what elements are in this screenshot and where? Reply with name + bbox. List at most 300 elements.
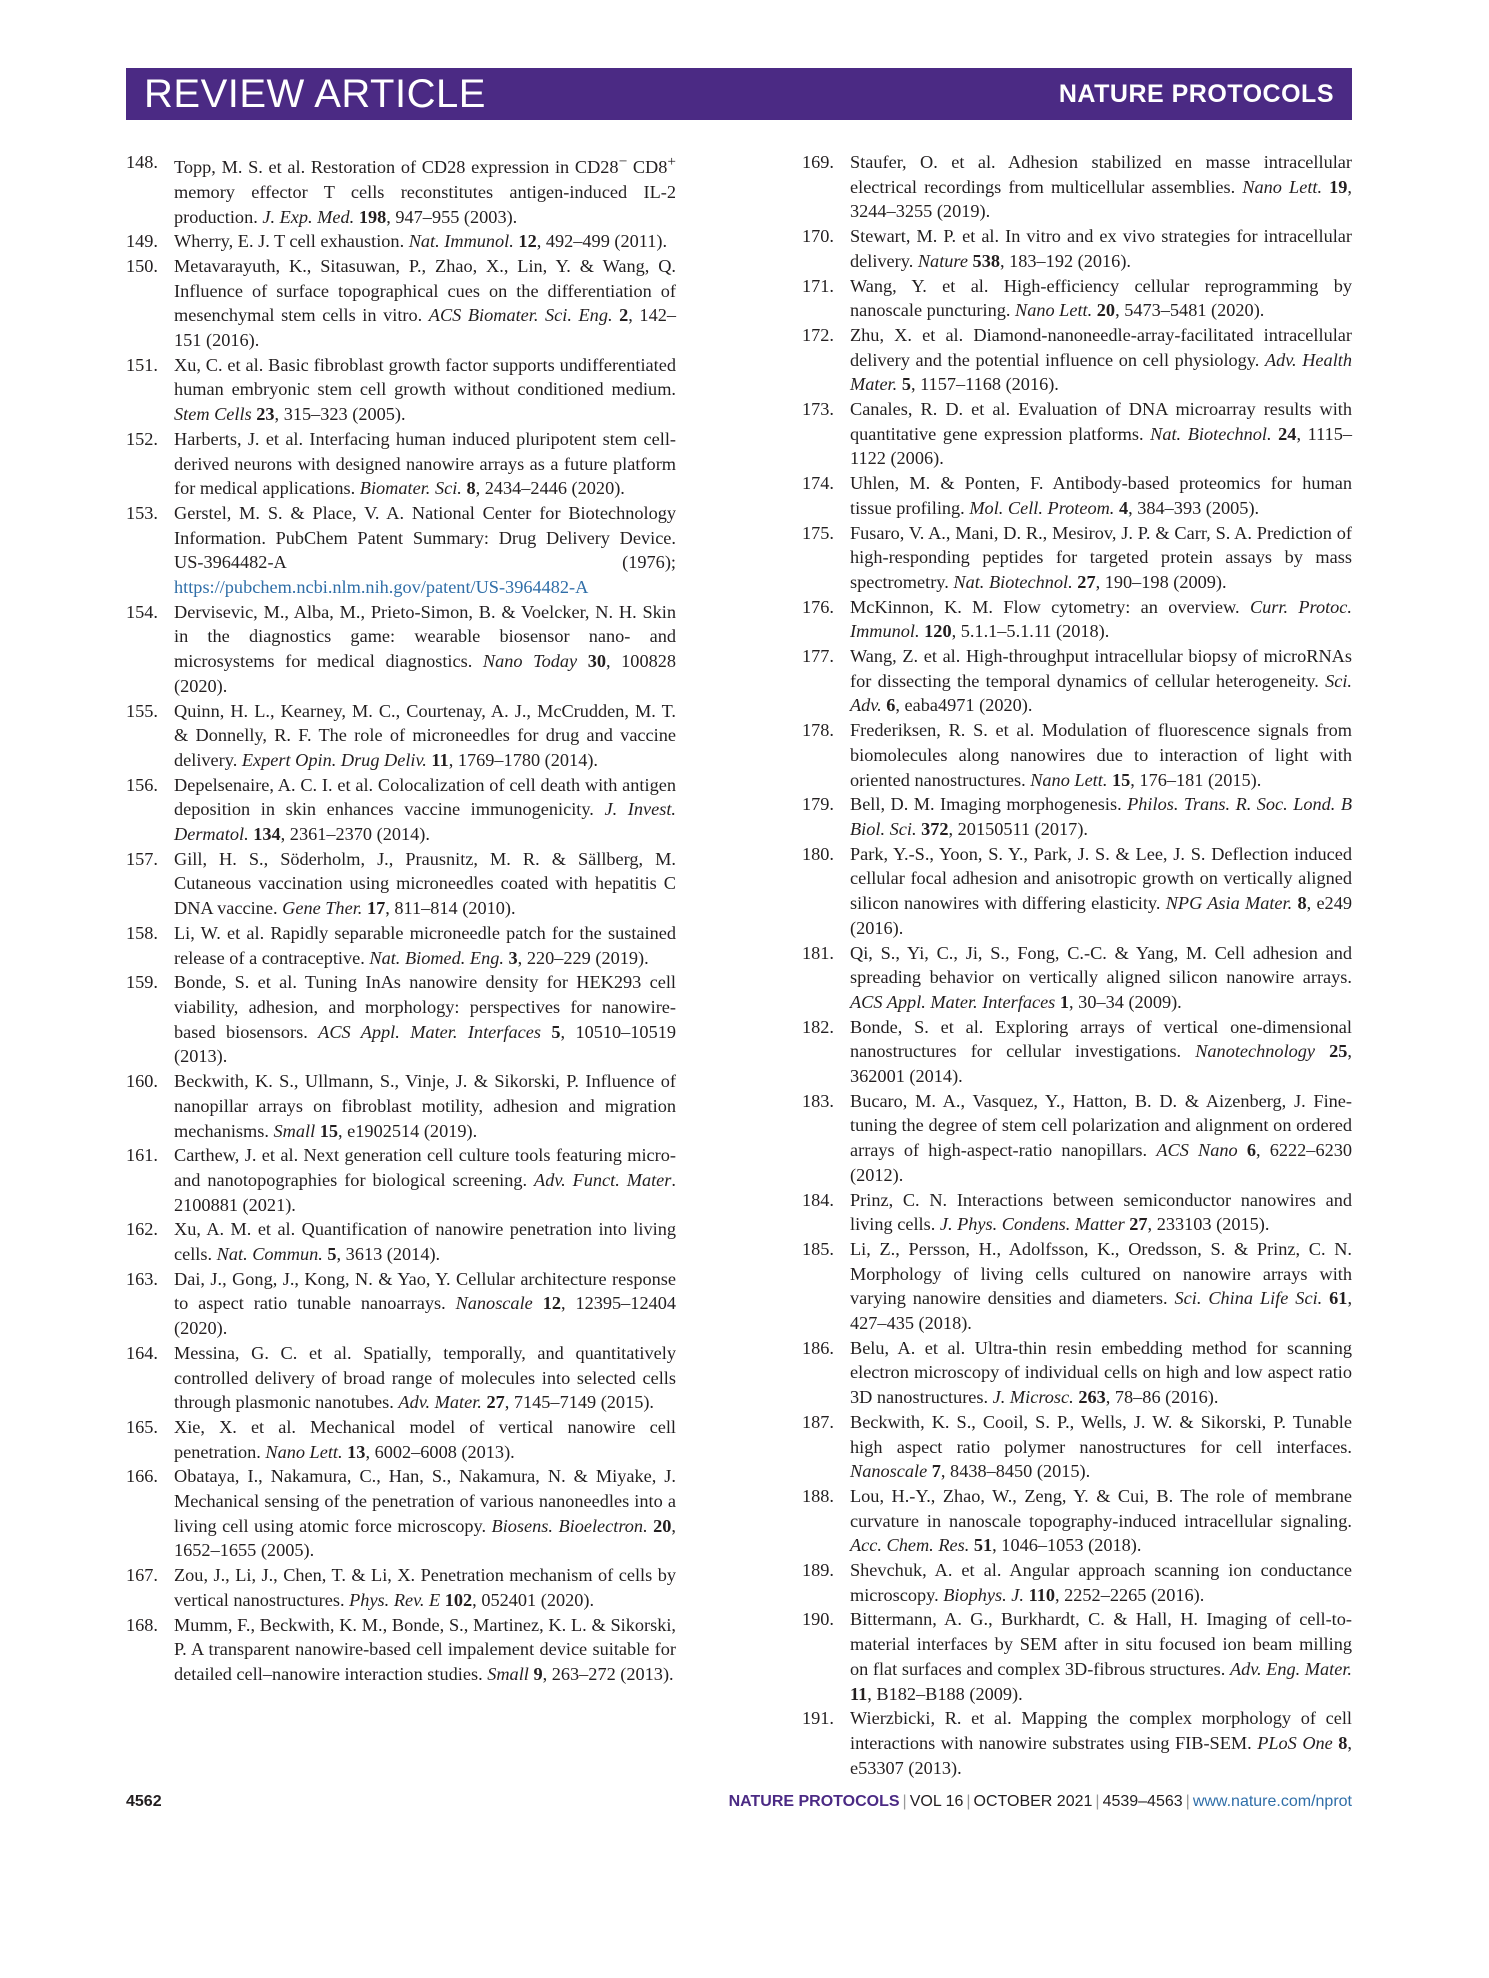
reference-text: [850, 842, 1352, 941]
volume-number: 12: [542, 1293, 561, 1314]
reference-text: [850, 792, 1352, 841]
reference-number: 182.: [802, 1016, 834, 1037]
reference-item: [802, 941, 1352, 1015]
reference-text-run: , 1157–1168 (2016).: [910, 374, 1059, 395]
journal-title: Biosens. Bioelectron.: [491, 1515, 648, 1536]
reference-item: [802, 397, 1352, 471]
reference-text-run: , 5.1.1–5.1.11 (2018).: [951, 621, 1110, 642]
reference-number: 174.: [802, 473, 834, 494]
superscript: +: [667, 153, 676, 170]
reference-text: [174, 1563, 676, 1612]
reference-text-run: , 190–198 (2009).: [1095, 571, 1227, 592]
reference-text-run: , 427–435 (2018).: [850, 1288, 1353, 1334]
reference-text: [850, 1015, 1352, 1089]
reference-text-run: , 183–192 (2016).: [999, 250, 1131, 271]
reference-item: [802, 1410, 1352, 1484]
journal-title: Nanotechnology: [1195, 1041, 1316, 1062]
reference-item: [802, 1089, 1352, 1188]
volume-number: 11: [850, 1683, 868, 1704]
reference-text-run: , B182–B188 (2009).: [867, 1683, 1023, 1704]
reference-number: 178.: [802, 720, 834, 741]
reference-item: [126, 254, 676, 353]
reference-item: [126, 1143, 676, 1217]
reference-text-run: Fusaro, V. A., Mani, D. R., Mesirov, J. P. & Carr, S. A. Prediction of high-responding peptides for targeted protein assays by mass spectrometry.: [850, 522, 1352, 592]
reference-text-run: , 3244–3255 (2019).: [850, 176, 1352, 222]
journal-title: PLoS One: [1257, 1733, 1333, 1753]
journal-title: Mol. Cell. Proteom.: [969, 497, 1115, 518]
reference-number: 169.: [802, 152, 834, 172]
volume-number: 134: [253, 824, 281, 845]
reference-text-run: Dervisevic, M., Alba, M., Prieto-Simon, B. & Voelcker, N. H. Skin in the diagnostics game: wearable biosensor nano- and microsystems for medical diagnostics.: [174, 601, 676, 672]
reference-text-run: Li, W. et al. Rapidly separable microneedle patch for the sustained release of a contraceptive.: [174, 922, 676, 968]
reference-number: 176.: [802, 596, 834, 617]
reference-item: [126, 1069, 676, 1143]
reference-text-run: Wherry, E. J. T cell exhaustion.: [174, 231, 409, 252]
reference-text-run: , 8438–8450 (2015).: [940, 1461, 1091, 1482]
journal-title: Nano Today: [482, 651, 578, 672]
reference-number: 171.: [802, 275, 834, 296]
reference-text-run: CD8: [627, 157, 668, 178]
references-column-right: [802, 150, 1352, 1780]
reference-text-run: Frederiksen, R. S. et al. Modulation of fluorescence signals from biomolecules along nanowires due to interaction of light with oriented nanostructures.: [850, 720, 1352, 790]
reference-number: 161.: [126, 1145, 158, 1166]
reference-text: [850, 1484, 1352, 1558]
reference-text: [174, 150, 676, 229]
reference-number: 160.: [126, 1071, 158, 1092]
footer-volume: VOL 16: [909, 1793, 964, 1810]
reference-number: 154.: [126, 601, 158, 622]
volume-number: 1: [1059, 991, 1070, 1012]
reference-text-run: Canales, R. D. et al. Evaluation of DNA microarray results with quantitative gene expression platforms.: [850, 399, 1352, 444]
reference-text: [174, 1415, 676, 1464]
reference-item: [802, 471, 1352, 520]
footer-separator: |: [902, 1793, 907, 1810]
reference-number: 150.: [126, 255, 158, 276]
reference-item: [802, 1336, 1352, 1410]
reference-number: 189.: [802, 1560, 834, 1581]
journal-title: Curr. Protoc. Immunol.: [850, 596, 1352, 642]
volume-number: 7: [931, 1461, 941, 1482]
journal-title: Stem Cells: [174, 404, 252, 425]
reference-text-run: , 384–393 (2005).: [1128, 497, 1260, 518]
volume-number: 24: [1278, 423, 1297, 444]
reference-text-run: , 2434–2446 (2020).: [475, 478, 625, 499]
reference-item: [802, 1484, 1352, 1558]
volume-number: 51: [973, 1535, 993, 1556]
reference-item: [126, 773, 676, 847]
volume-number: 538: [972, 250, 1000, 271]
volume-number: 15: [1112, 769, 1131, 790]
reference-text: [174, 254, 676, 353]
reference-item: [126, 970, 676, 1069]
volume-number: 102: [444, 1589, 473, 1610]
reference-text-run: Wierzbicki, R. et al. Mapping the complex morphology of cell interactions with nanowire substrates using FIB-SEM.: [850, 1708, 1352, 1753]
reference-text-run: , 6002–6008 (2013).: [365, 1441, 515, 1462]
reference-text-run: , 220–229 (2019).: [517, 947, 649, 968]
journal-title: Nanoscale: [850, 1461, 928, 1482]
reference-text-run: Obataya, I., Nakamura, C., Han, S., Nakamura, N. & Miyake, J. Mechanical sensing of the penetration of various nanoneedles into a living cell using atomic force microscopy.: [174, 1466, 676, 1536]
volume-number: 17: [366, 898, 386, 919]
reference-text-run: , 78–86 (2016).: [1105, 1387, 1219, 1408]
journal-title: J. Phys. Condens. Matter: [939, 1214, 1125, 1235]
volume-number: 19: [1329, 176, 1348, 197]
references-column-left: [126, 150, 676, 1687]
reference-text-run: , 2252–2265 (2016).: [1054, 1584, 1205, 1605]
reference-item: [802, 644, 1352, 718]
superscript: −: [618, 153, 628, 170]
reference-item: [126, 427, 676, 501]
reference-number: 153.: [126, 502, 158, 523]
reference-text-run: , 7145–7149 (2015).: [504, 1392, 655, 1413]
reference-text-run: [1238, 1140, 1247, 1160]
reference-item: [802, 1558, 1352, 1607]
page-number: 4562: [126, 1793, 162, 1810]
journal-title: Biophys. J.: [943, 1584, 1024, 1605]
footer-citation: [729, 1793, 1352, 1811]
reference-text: [850, 274, 1352, 323]
reference-text-run: McKinnon, K. M. Flow cytometry: an overview.: [850, 596, 1250, 617]
reference-text-run: , 1115–1122 (2006).: [850, 423, 1352, 469]
journal-title: Adv. Eng. Mater.: [1229, 1658, 1353, 1679]
reference-number: 155.: [126, 700, 158, 721]
reference-text-run: Carthew, J. et al. Next generation cell culture tools featuring micro- and nanotopographies for biological screening.: [174, 1145, 676, 1190]
footer-journal: NATURE PROTOCOLS: [728, 1793, 900, 1810]
journal-title: Adv. Funct. Mater: [534, 1169, 672, 1190]
volume-number: 263: [1078, 1387, 1106, 1408]
reference-text: [174, 229, 676, 254]
reference-number: 148.: [126, 152, 158, 172]
reference-item: [802, 842, 1352, 941]
reference-text-run: , 1769–1780 (2014).: [448, 749, 598, 770]
journal-title: Adv. Mater.: [398, 1392, 482, 1413]
reference-item: [126, 1613, 676, 1687]
reference-item: [126, 847, 676, 921]
reference-text-run: , e53307 (2013).: [850, 1733, 1352, 1778]
journal-title: ACS Appl. Mater. Interfaces: [318, 1021, 541, 1042]
reference-text: [174, 847, 676, 921]
reference-text-run: , 362001 (2014).: [850, 1041, 1352, 1087]
reference-number: 186.: [802, 1337, 834, 1358]
reference-text-run: Zou, J., Li, J., Chen, T. & Li, X. Penetration mechanism of cells by vertical nanostructures.: [174, 1565, 676, 1610]
reference-text: [850, 1237, 1352, 1336]
reference-text: [850, 397, 1352, 471]
reference-text: [850, 941, 1352, 1015]
journal-title: Sci. China Life Sci.: [1174, 1288, 1323, 1309]
journal-title: Nano Lett.: [1030, 769, 1108, 790]
reference-text-run: , 100828 (2020).: [174, 651, 676, 696]
reference-text: [850, 1410, 1352, 1484]
reference-number: 175.: [802, 522, 834, 543]
volume-number: 372: [921, 818, 949, 839]
reference-text-run: Xu, C. et al. Basic fibroblast growth factor supports undifferentiated human embryonic stem cell growth without conditioned medium.: [174, 354, 676, 400]
reference-text-run: , 176–181 (2015).: [1130, 769, 1262, 790]
reference-item: [802, 792, 1352, 841]
reference-number: 167.: [126, 1565, 158, 1586]
journal-title: Adv. Health Mater.: [850, 349, 1352, 395]
reference-number: 156.: [126, 774, 158, 795]
reference-text-run: , 6222–6230 (2012).: [850, 1140, 1353, 1185]
reference-text-run: Lou, H.-Y., Zhao, W., Zeng, Y. & Cui, B. The role of membrane curvature in nanoscale topography-induced intracellular signaling.: [850, 1485, 1352, 1531]
journal-title: ACS Biomater. Sci. Eng.: [428, 305, 613, 326]
reference-text-run: Bell, D. M. Imaging morphogenesis.: [850, 794, 1128, 815]
reference-number: 181.: [802, 942, 834, 963]
reference-text-run: , 492–499 (2011).: [536, 231, 668, 252]
volume-number: 110: [1028, 1584, 1055, 1605]
reference-text-run: , 947–955 (2003).: [386, 206, 518, 227]
journal-title: J. Invest. Dermatol.: [174, 799, 676, 845]
reference-text-run: Park, Y.-S., Yoon, S. Y., Park, J. S. & Lee, J. S. Deflection induced cellular focal adhesion and anisotropic growth on vertically aligned silicon nanowires with differing elasticity.: [850, 843, 1352, 914]
reference-item: [802, 1706, 1352, 1780]
volume-number: 8: [1338, 1733, 1348, 1753]
reference-text: [174, 699, 676, 773]
reference-item: [126, 150, 676, 229]
reference-text-run: , 3613 (2014).: [336, 1244, 441, 1265]
reference-text-run: Stewart, M. P. et al. In vitro and ex vivo strategies for intracellular delivery.: [850, 226, 1352, 271]
journal-title: Nano Lett.: [1242, 176, 1323, 197]
journal-title: Nanoscale: [455, 1293, 533, 1314]
reference-item: [802, 595, 1352, 644]
reference-item: [802, 1188, 1352, 1237]
reference-number: 183.: [802, 1090, 834, 1111]
reference-text-run: Prinz, C. N. Interactions between semiconductor nanowires and living cells.: [850, 1189, 1352, 1235]
journal-title: J. Exp. Med.: [262, 206, 355, 227]
journal-title: Acc. Chem. Res.: [850, 1535, 970, 1556]
footer-pages: 4539–4563: [1102, 1793, 1183, 1810]
footer-separator: |: [1185, 1793, 1190, 1810]
reference-item: [126, 699, 676, 773]
footer-separator: |: [966, 1793, 971, 1810]
reference-text-run: , 1046–1053 (2018).: [992, 1535, 1142, 1556]
reference-number: 168.: [126, 1614, 158, 1635]
volume-number: 27: [1129, 1214, 1148, 1235]
reference-text-run: , 142–151 (2016).: [174, 305, 676, 351]
reference-number: 149.: [126, 231, 158, 252]
reference-text-run: , 30–34 (2009).: [1069, 991, 1182, 1012]
journal-title: ACS Appl. Mater. Interfaces: [850, 991, 1056, 1012]
reference-item: [802, 274, 1352, 323]
reference-text-run: [577, 651, 588, 671]
reference-number: 185.: [802, 1238, 834, 1259]
journal-title: Biomater. Sci.: [359, 478, 462, 499]
reference-text-run: . 2100881 (2021).: [174, 1169, 676, 1215]
volume-number: 5: [551, 1021, 561, 1042]
journal-title: Nat. Biomed. Eng.: [369, 947, 504, 968]
reference-text: [850, 644, 1352, 718]
reference-number: 177.: [802, 646, 834, 667]
volume-number: 2: [619, 305, 629, 326]
journal-title: NPG Asia Mater.: [1165, 893, 1293, 914]
journal-title: Phys. Rev. E: [349, 1589, 441, 1610]
reference-text-run: , 263–272 (2013).: [542, 1663, 674, 1684]
reference-text: [174, 1341, 676, 1415]
reference-text-run: Mumm, F., Beckwith, K. M., Bonde, S., Martinez, K. L. & Sikorski, P. A transparent nanowire-based cell impalement device suitable for detailed cell–nanowire interaction studies.: [174, 1614, 676, 1684]
reference-text: [174, 1613, 676, 1687]
reference-item: [126, 1464, 676, 1563]
journal-title: Nat. Immunol.: [408, 231, 514, 252]
reference-item: [126, 1415, 676, 1464]
reference-number: 170.: [802, 226, 834, 247]
volume-number: 27: [486, 1392, 505, 1413]
reference-text: [174, 1069, 676, 1143]
reference-text: [174, 501, 676, 600]
reference-item: [126, 353, 676, 427]
volume-number: 5: [901, 374, 911, 395]
reference-item: [802, 1237, 1352, 1336]
volume-number: 61: [1329, 1288, 1348, 1309]
reference-text: [174, 773, 676, 847]
reference-item: [802, 521, 1352, 595]
journal-title: ACS Nano: [1156, 1140, 1238, 1161]
footer-separator: |: [1095, 1793, 1100, 1810]
reference-text: [850, 595, 1352, 644]
journal-title: Nano Lett.: [1015, 300, 1093, 321]
volume-number: 6: [886, 695, 896, 716]
reference-text-run: , 5473–5481 (2020).: [1115, 300, 1265, 321]
volume-number: 23: [256, 404, 275, 425]
reference-text-run: [1315, 1041, 1329, 1061]
reference-item: [126, 1217, 676, 1266]
reference-text-run: Staufer, O. et al. Adhesion stabilized en masse intracellular electrical recordings from multicellular assemblies.: [850, 152, 1352, 197]
header-bar: [126, 68, 1352, 120]
reference-item: [802, 718, 1352, 792]
reference-text: [850, 150, 1352, 224]
reference-number: 188.: [802, 1485, 834, 1506]
reference-text-run: Belu, A. et al. Ultra-thin resin embedding method for scanning electron microscopy of individual cells on high and low aspect ratio 3D nanostructures.: [850, 1337, 1352, 1408]
reference-number: 158.: [126, 922, 158, 943]
reference-text-run: [533, 1293, 543, 1313]
reference-link[interactable]: https://pubchem.ncbi.nlm.nih.gov/patent/US-3964482-A: [174, 577, 589, 598]
reference-text: [174, 970, 676, 1069]
reference-text-run: , e249 (2016).: [850, 893, 1352, 938]
reference-text-run: , 12395–12404 (2020).: [174, 1293, 677, 1339]
reference-item: [802, 323, 1352, 397]
reference-text: [174, 427, 676, 501]
volume-number: 6: [1246, 1140, 1256, 1161]
reference-number: 191.: [802, 1708, 834, 1729]
reference-item: [126, 1341, 676, 1415]
reference-text-run: Uhlen, M. & Ponten, F. Antibody-based proteomics for human tissue profiling.: [850, 473, 1352, 518]
reference-text-run: Xie, X. et al. Mechanical model of vertical nanowire cell penetration.: [174, 1416, 676, 1462]
volume-number: 9: [533, 1663, 543, 1684]
reference-text-run: [541, 1022, 551, 1042]
reference-text-run: Quinn, H. L., Kearney, M. C., Courtenay, A. J., McCrudden, M. T. & Donnelly, R. F. The role of microneedles for drug and vaccine delivery.: [174, 700, 676, 770]
reference-text-run: , e1902514 (2019).: [338, 1120, 478, 1141]
reference-item: [802, 224, 1352, 273]
reference-number: 164.: [126, 1342, 158, 1363]
volume-number: 198: [358, 206, 387, 227]
reference-text-run: Shevchuk, A. et al. Angular approach scanning ion conductance microscopy.: [850, 1560, 1352, 1605]
reference-number: 151.: [126, 354, 158, 375]
reference-text-run: , 20150511 (2017).: [948, 818, 1088, 839]
volume-number: 15: [319, 1120, 339, 1141]
reference-item: [802, 1015, 1352, 1089]
reference-text: [850, 521, 1352, 595]
reference-text-run: memory effector T cells reconstitutes antigen-induced IL-2 production.: [174, 181, 676, 227]
footer-url-link[interactable]: www.nature.com/nprot: [1192, 1793, 1352, 1810]
reference-text-run: Metavarayuth, K., Sitasuwan, P., Zhao, X., Lin, Y. & Wang, Q. Influence of surface topographical cues on the differentiation of mesenchymal stem cells in vitro.: [174, 255, 676, 326]
reference-number: 159.: [126, 972, 158, 993]
reference-text: [850, 1089, 1352, 1188]
journal-title: Nat. Biotechnol.: [1150, 423, 1272, 444]
reference-text: [850, 323, 1352, 397]
reference-text-run: Qi, S., Yi, C., Ji, S., Fong, C.-C. & Yang, M. Cell adhesion and spreading behavior on vertically aligned silicon nanowire arrays.: [850, 942, 1352, 988]
footer-date: OCTOBER 2021: [973, 1793, 1093, 1810]
reference-text: [850, 1558, 1352, 1607]
reference-text-run: Bonde, S. et al. Exploring arrays of vertical one-dimensional nanostructures for cellular investigations.: [850, 1016, 1352, 1062]
reference-text-run: Bonde, S. et al. Tuning InAs nanowire density for HEK293 cell viability, adhesion, and morphology: perspectives for nanowire-based biosensors.: [174, 972, 676, 1042]
reference-text-run: Beckwith, K. S., Ullmann, S., Vinje, J. & Sikorski, P. Influence of nanopillar arrays on fibroblast motility, adhesion and migration mechanisms.: [174, 1071, 676, 1141]
volume-number: 120: [924, 621, 952, 642]
reference-item: [126, 501, 676, 600]
volume-number: 8: [1297, 893, 1307, 914]
volume-number: 27: [1077, 571, 1096, 592]
journal-title: Small: [487, 1663, 529, 1684]
reference-text-run: Beckwith, K. S., Cooil, S. P., Wells, J. W. & Sikorski, P. Tunable high aspect ratio polymer nanostructures for cell interfaces.: [850, 1411, 1352, 1457]
reference-item: [126, 1563, 676, 1612]
reference-text-run: , 1652–1655 (2005).: [174, 1515, 676, 1561]
reference-text-run: , eaba4971 (2020).: [895, 695, 1033, 716]
reference-text: [174, 353, 676, 427]
reference-text-run: , 2361–2370 (2014).: [280, 824, 430, 845]
reference-text-run: Zhu, X. et al. Diamond-nanoneedle-array-facilitated intracellular delivery and the potential influence on cell physiology.: [850, 324, 1352, 370]
reference-text: [850, 471, 1352, 520]
volume-number: 13: [347, 1441, 366, 1462]
reference-text-run: Wang, Y. et al. High-efficiency cellular reprogramming by nanoscale puncturing.: [850, 275, 1352, 321]
reference-number: 172.: [802, 324, 834, 345]
reference-item: [802, 150, 1352, 224]
journal-title: Small: [273, 1120, 316, 1141]
reference-text-run: Bittermann, A. G., Burkhardt, C. & Hall, H. Imaging of cell-to-material interfaces by SEM after in situ focused ion beam milling on flat surfaces and complex 3D-fibrous structures.: [850, 1609, 1352, 1679]
journal-title: Gene Ther.: [282, 898, 363, 919]
journal-title: Philos. Trans. R. Soc. Lond. B Biol. Sci.: [850, 794, 1352, 839]
reference-item: [126, 600, 676, 699]
journal-title: Nat. Commun.: [216, 1244, 323, 1265]
reference-text: [850, 1706, 1352, 1780]
reference-text-run: Depelsenaire, A. C. I. et al. Colocalization of cell death with antigen deposition in skin enhances vaccine immunogenicity.: [174, 774, 676, 820]
volume-number: 11: [431, 749, 449, 770]
reference-text-run: Dai, J., Gong, J., Kong, N. & Yao, Y. Cellular architecture response to aspect ratio tunable nanoarrays.: [174, 1268, 676, 1314]
volume-number: 25: [1329, 1041, 1348, 1062]
reference-text: [850, 1607, 1352, 1706]
reference-text: [174, 921, 676, 970]
reference-text-run: Messina, G. C. et al. Spatially, temporally, and quantitatively controlled delivery of broad range of molecules into selected cells through plasmonic nanotubes.: [174, 1342, 676, 1413]
volume-number: 20: [653, 1515, 672, 1536]
reference-text: [850, 224, 1352, 273]
reference-item: [802, 1607, 1352, 1706]
journal-title: Nano Lett.: [265, 1441, 343, 1462]
volume-number: 5: [327, 1244, 337, 1265]
article-type-label: REVIEW ARTICLE: [144, 71, 486, 116]
volume-number: 8: [466, 478, 476, 499]
journal-title: Sci. Adv.: [850, 670, 1352, 716]
reference-text-run: , 315–323 (2005).: [274, 404, 406, 425]
reference-number: 180.: [802, 843, 834, 864]
reference-item: [126, 1267, 676, 1341]
reference-number: 157.: [126, 848, 158, 869]
reference-text-run: Gill, H. S., Söderholm, J., Prausnitz, M. R. & Sällberg, M. Cutaneous vaccination using microneedles coated with hepatitis C DNA vaccine.: [174, 848, 676, 919]
journal-title: J. Microsc.: [992, 1387, 1074, 1408]
journal-title: Expert Opin. Drug Deliv.: [241, 749, 427, 770]
reference-text-run: Wang, Z. et al. High-throughput intracellular biopsy of microRNAs for dissecting the temporal dynamics of cellular heterogeneity.: [850, 646, 1352, 691]
reference-text: [174, 1217, 676, 1266]
reference-text-run: Li, Z., Persson, H., Adolfsson, K., Oredsson, S. & Prinz, C. N. Morphology of living cells cultured on nanowire arrays with varying nanowire densities and diameters.: [850, 1238, 1352, 1309]
reference-text-run: , 811–814 (2010).: [385, 898, 516, 919]
reference-text: [174, 1464, 676, 1563]
volume-number: 20: [1096, 300, 1116, 321]
reference-text: [850, 1336, 1352, 1410]
reference-number: 184.: [802, 1189, 834, 1210]
reference-text: [174, 1143, 676, 1217]
